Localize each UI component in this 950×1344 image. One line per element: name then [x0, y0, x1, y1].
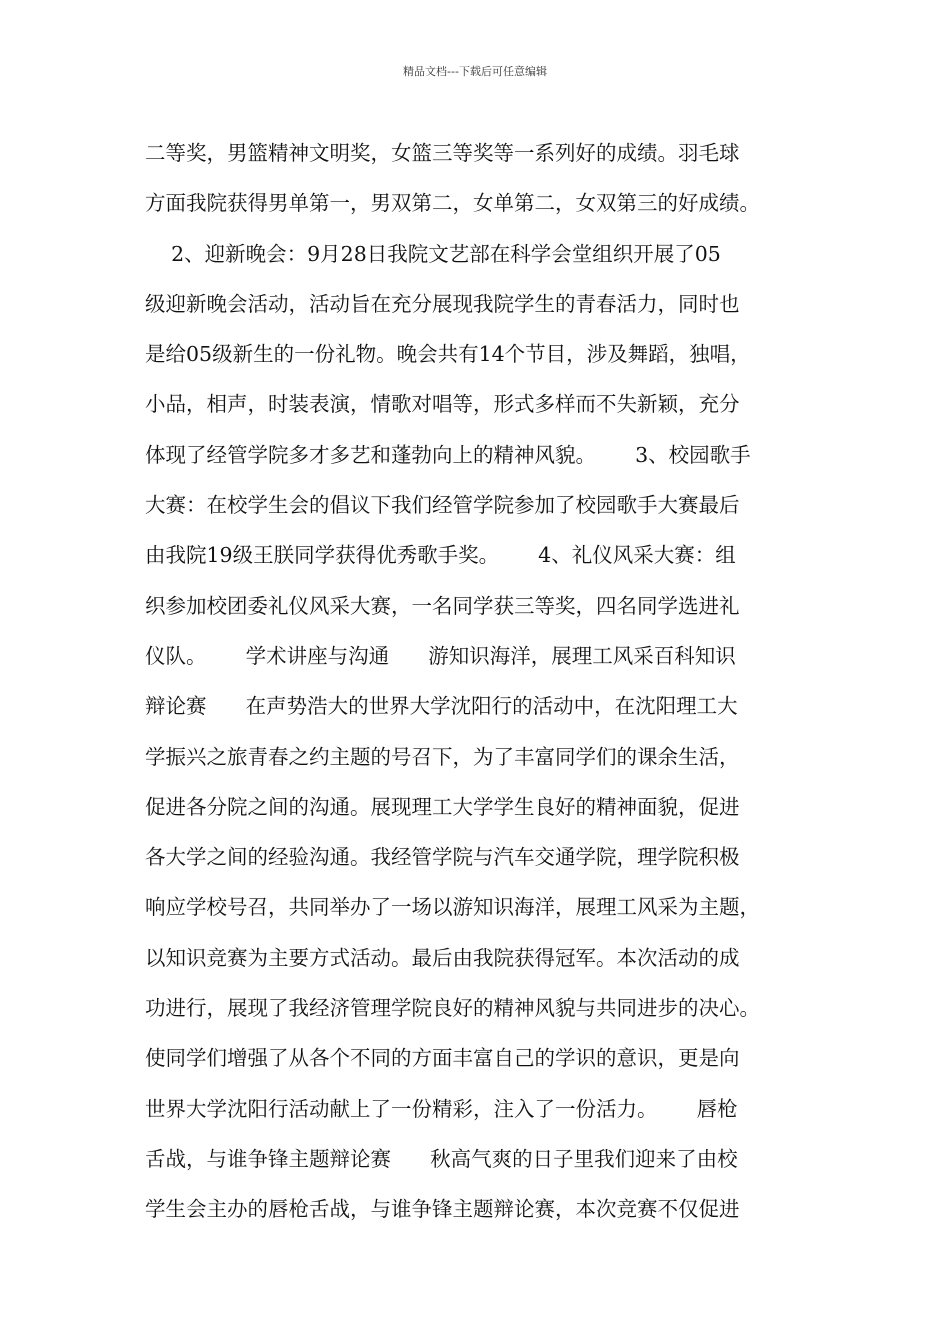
text-line: 是给05级新生的一份礼物。晚会共有14个节目，涉及舞蹈，独唱，: [145, 342, 751, 367]
text-line: 小品，相声，时装表演，情歌对唱等，形式多样而不失新颖，充分: [145, 392, 740, 417]
text-line: 舌战，与谁争锋主题辩论赛 秋高气爽的日子里我们迎来了由校: [145, 1146, 738, 1171]
text-line: 各大学之间的经验沟通。我经管学院与汽车交通学院，理学院积极: [145, 845, 740, 870]
text-line: 方面我院获得男单第一，男双第二，女单第二，女双第三的好成绩。: [145, 191, 760, 216]
text-line: 二等奖，男篮精神文明奖，女篮三等奖等一系列好的成绩。羽毛球: [145, 141, 740, 165]
body-text: [145, 133, 825, 1240]
text-line: 级迎新晚会活动，活动旨在充分展现我院学生的青春活力，同时也: [145, 291, 740, 316]
text-line: 织参加校团委礼仪风采大赛，一名同学获三等奖，四名同学选进礼: [145, 593, 740, 618]
text-line: 响应学校号召，共同举办了一场以游知识海洋，展理工风采为主题，: [145, 895, 760, 920]
text-line: 2、迎新晚会：9月28日我院文艺部在科学会堂组织开展了05: [145, 241, 721, 266]
text-line: 促进各分院之间的沟通。展现理工大学学生良好的精神面貌，促进: [145, 794, 740, 819]
text-line: 世界大学沈阳行活动献上了一份精彩，注入了一份活力。 唇枪: [145, 1096, 738, 1121]
text-line: 功进行，展现了我经济管理学院良好的精神风貌与共同进步的决心。: [145, 996, 760, 1021]
text-line: 学生会主办的唇枪舌战，与谁争锋主题辩论赛，本次竞赛不仅促进: [145, 1197, 740, 1222]
text-line: 仪队。 学术讲座与沟通 游知识海洋，展理工风采百科知识: [145, 643, 736, 668]
text-line: 体现了经管学院多才多艺和蓬勃向上的精神风貌。 3、校园歌手: [145, 442, 751, 467]
text-line: 使同学们增强了从各个不同的方面丰富自己的学识的意识，更是向: [145, 1046, 740, 1071]
page-header: 精品文档---下载后可任意编辑: [403, 65, 547, 78]
text-line: 以知识竞赛为主要方式活动。最后由我院获得冠军。本次活动的成: [145, 945, 740, 970]
text-line: 由我院19级王朕同学获得优秀歌手奖。 4、礼仪风采大赛：组: [145, 543, 736, 568]
text-line: 大赛：在校学生会的倡议下我们经管学院参加了校园歌手大赛最后: [145, 493, 740, 518]
text-line: 学振兴之旅青春之约主题的号召下，为了丰富同学们的课余生活，: [145, 744, 740, 769]
text-line: 辩论赛 在声势浩大的世界大学沈阳行的活动中，在沈阳理工大: [145, 694, 738, 719]
